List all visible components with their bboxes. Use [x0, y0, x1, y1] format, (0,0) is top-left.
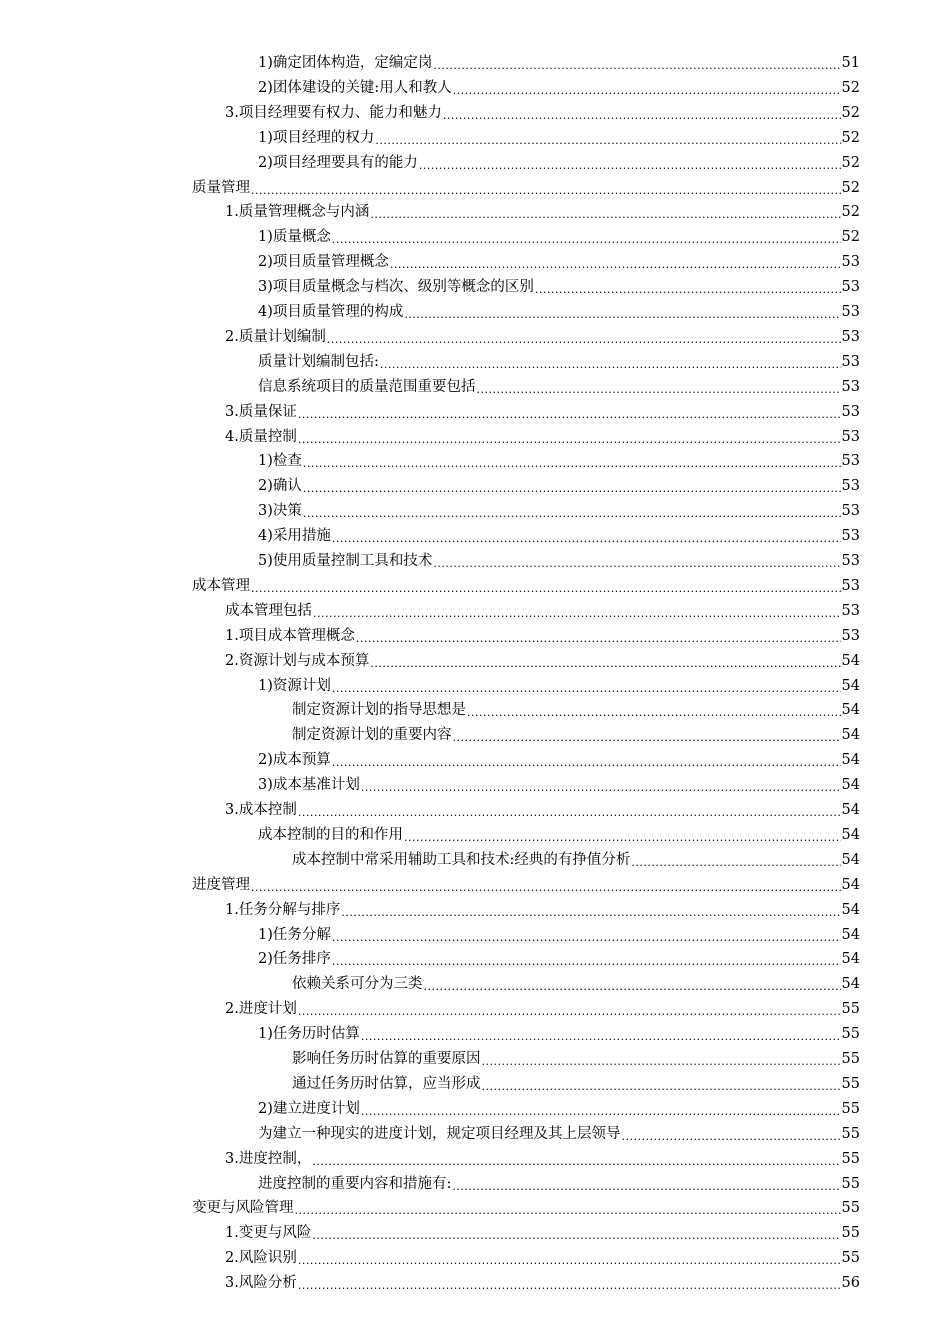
toc-page-number: 52: [841, 204, 860, 221]
toc-entry-title: 3)项目质量概念与档次、级别等概念的区别: [258, 279, 534, 296]
toc-entry[interactable]: [225, 323, 860, 347]
toc-dot-leader: [482, 1049, 841, 1069]
toc-entry-title: 1.任务分解与排序: [225, 901, 341, 918]
toc-page-number: 55: [841, 1250, 860, 1267]
toc-dot-leader: [298, 1248, 841, 1268]
toc-entry-title: 4)项目质量管理的构成: [258, 304, 404, 320]
toc-entry[interactable]: [192, 871, 860, 895]
toc-entry-title: 2)建立进度计划: [258, 1100, 360, 1117]
toc-entry-title: 3.进度控制，: [225, 1150, 312, 1167]
toc-dot-leader: [332, 750, 841, 770]
toc-entry[interactable]: [258, 1020, 860, 1044]
toc-dot-leader: [443, 103, 841, 123]
toc-entry[interactable]: [192, 174, 860, 198]
toc-entry-title: 2)确认: [258, 478, 302, 495]
toc-dot-leader: [313, 601, 841, 621]
toc-page-number: 55: [841, 1026, 860, 1043]
toc-dot-leader: [312, 1223, 840, 1243]
toc-dot-leader: [298, 999, 841, 1019]
toc-entry[interactable]: [258, 223, 860, 247]
toc-dot-leader: [404, 302, 840, 322]
toc-entry[interactable]: [258, 821, 860, 845]
toc-entry[interactable]: [258, 497, 860, 521]
toc-page-number: 53: [841, 478, 860, 495]
toc-entry[interactable]: [258, 746, 860, 770]
toc-dot-leader: [303, 501, 841, 521]
toc-entry-title: 4)采用措施: [258, 528, 331, 545]
toc-entry-title: 1)检查: [258, 453, 302, 470]
toc-page-number: 55: [841, 1001, 860, 1018]
toc-dot-leader: [390, 252, 841, 272]
toc-dot-leader: [631, 850, 840, 870]
toc-page-number: 55: [841, 1100, 860, 1117]
toc-entry-title: 变更与风险管理: [192, 1200, 294, 1217]
toc-entry-title: 成本控制的目的和作用: [258, 826, 403, 843]
toc-dot-leader: [298, 402, 841, 422]
toc-entry[interactable]: [292, 721, 860, 745]
toc-entry[interactable]: [258, 248, 860, 272]
toc-entry[interactable]: [225, 1219, 860, 1243]
toc-entry-title: 3.质量保证: [225, 403, 297, 420]
toc-dot-leader: [332, 949, 841, 969]
toc-entry-title: 2.进度计划: [225, 1001, 297, 1018]
toc-dot-leader: [375, 128, 840, 148]
toc-dot-leader: [535, 277, 841, 297]
toc-page-number: 53: [841, 577, 860, 594]
toc-dot-leader: [361, 1099, 841, 1119]
toc-entry[interactable]: [225, 1244, 860, 1268]
toc-entry[interactable]: [258, 672, 860, 696]
toc-page-number: 53: [841, 528, 860, 545]
toc-page-number: 56: [841, 1275, 860, 1292]
toc-entry[interactable]: [258, 1170, 860, 1194]
toc-page-number: 53: [841, 353, 860, 370]
toc-dot-leader: [622, 1124, 841, 1144]
toc-page-number: 55: [841, 1200, 860, 1217]
toc-page-number: 52: [841, 79, 860, 96]
toc-entry-title: 1.质量管理概念与内涵: [225, 204, 370, 221]
toc-dot-leader: [370, 651, 840, 671]
toc-page-number: 53: [841, 304, 860, 320]
toc-page-number: 53: [841, 602, 860, 619]
toc-entry-title: 2)团体建设的关键:用人和教人: [258, 79, 452, 96]
toc-page-number: 53: [841, 279, 860, 296]
toc-page-number: 54: [841, 652, 860, 669]
toc-entry[interactable]: [258, 921, 860, 945]
toc-entry[interactable]: [258, 547, 860, 571]
toc-entry-title: 成本管理: [192, 577, 250, 594]
toc-entry[interactable]: [258, 49, 860, 73]
toc-entry[interactable]: [225, 1145, 860, 1169]
toc-dot-leader: [482, 1074, 841, 1094]
toc-dot-leader: [332, 227, 841, 247]
toc-page-number: 53: [841, 428, 860, 445]
toc-entry[interactable]: [258, 945, 860, 969]
toc-entry-title: 4.质量控制: [225, 428, 297, 445]
toc-entry-title: 质量管理: [192, 179, 250, 196]
toc-page-number: 55: [841, 1075, 860, 1092]
toc-entry[interactable]: [258, 771, 860, 795]
toc-entry-title: 进度控制的重要内容和措施有:: [258, 1175, 452, 1192]
toc-dot-leader: [332, 676, 841, 696]
toc-dot-leader: [303, 451, 841, 471]
toc-page-number: 52: [841, 154, 860, 171]
toc-dot-leader: [327, 327, 841, 347]
toc-dot-leader: [452, 1174, 840, 1194]
toc-dot-leader: [380, 352, 841, 372]
toc-dot-leader: [356, 626, 841, 646]
toc-entry-title: 1.项目成本管理概念: [225, 627, 355, 644]
toc-entry-title: 2)项目经理要具有的能力: [258, 154, 418, 171]
toc-entry[interactable]: [292, 846, 860, 870]
toc-entry-title: 2)成本预算: [258, 752, 331, 769]
toc-page-number: 54: [841, 926, 860, 943]
toc-page-number: 54: [841, 826, 860, 843]
toc-entry-title: 成本管理包括: [225, 602, 312, 619]
toc-entry-title: 1)确定团体构造，定编定岗: [258, 55, 433, 71]
toc-entry[interactable]: [225, 423, 860, 447]
toc-entry-title: 2)项目质量管理概念: [258, 254, 389, 271]
toc-entry[interactable]: [225, 896, 860, 920]
toc-entry[interactable]: [225, 99, 860, 123]
toc-page-number: 55: [841, 1125, 860, 1142]
toc-dot-leader: [303, 476, 841, 496]
toc-page-number: 54: [841, 752, 860, 769]
toc-entry-title: 为建立一种现实的进度计划，规定项目经理及其上层领导: [258, 1125, 621, 1142]
toc-entry-title: 2)任务排序: [258, 951, 331, 968]
toc-page-number: 54: [841, 802, 860, 818]
toc-entry[interactable]: [258, 124, 860, 148]
toc-page-number: 54: [841, 876, 860, 893]
toc-entry[interactable]: [225, 622, 860, 646]
toc-page-number: 55: [841, 1175, 860, 1192]
toc-entry[interactable]: [225, 995, 860, 1019]
toc-dot-leader: [298, 1273, 841, 1293]
toc-page-number: 53: [841, 403, 860, 420]
toc-dot-leader: [298, 800, 841, 820]
toc-entry-title: 3.成本控制: [225, 802, 297, 818]
toc-entry[interactable]: [258, 1095, 860, 1119]
toc-dot-leader: [361, 1024, 841, 1044]
toc-page-number: 54: [841, 976, 860, 993]
toc-entry-title: 1)项目经理的权力: [258, 129, 375, 146]
toc-page-number: 54: [841, 951, 860, 968]
toc-page-number: 53: [841, 503, 860, 520]
toc-entry[interactable]: [258, 373, 860, 397]
toc-page-number: 54: [841, 702, 860, 719]
toc-page-number: 52: [841, 129, 860, 146]
toc-dot-leader: [433, 53, 840, 73]
toc-entry-title: 制定资源计划的指导思想是: [292, 702, 466, 719]
toc-dot-leader: [370, 202, 840, 222]
toc-dot-leader: [251, 576, 841, 596]
toc-entry-title: 3.项目经理要有权力、能力和魅力: [225, 104, 442, 121]
toc-dot-leader: [424, 974, 841, 994]
toc-entry-title: 信息系统项目的质量范围重要包括: [258, 378, 476, 395]
toc-page-number: 51: [841, 55, 860, 71]
toc-page-number: 55: [841, 1051, 860, 1067]
toc-dot-leader: [453, 725, 841, 745]
toc-page-number: 54: [841, 777, 860, 794]
toc-page-number: 54: [841, 901, 860, 918]
toc-dot-leader: [251, 875, 841, 895]
toc-entry-title: 1)任务历时估算: [258, 1026, 360, 1043]
toc-page-number: 53: [841, 254, 860, 271]
toc-entry[interactable]: [258, 472, 860, 496]
toc-entry[interactable]: [258, 74, 860, 98]
toc-entry-title: 2.资源计划与成本预算: [225, 652, 370, 669]
toc-page-number: 53: [841, 453, 860, 470]
toc-dot-leader: [433, 551, 840, 571]
toc-page-number: 52: [841, 179, 860, 196]
toc-dot-leader: [453, 78, 841, 98]
toc-entry-title: 通过任务历时估算，应当形成: [292, 1075, 481, 1092]
toc-dot-leader: [312, 1149, 840, 1169]
toc-entry[interactable]: [258, 348, 860, 372]
toc-page-number: 53: [841, 627, 860, 644]
toc-entry-title: 1)任务分解: [258, 926, 331, 943]
toc-page-number: 54: [841, 677, 860, 694]
toc-dot-leader: [477, 377, 841, 397]
toc-dot-leader: [295, 1198, 841, 1218]
toc-dot-leader: [332, 526, 841, 546]
toc-entry-title: 质量计划编制包括:: [258, 353, 379, 370]
toc-entry[interactable]: [258, 522, 860, 546]
toc-entry-title: 成本控制中常采用辅助工具和技术:经典的有挣值分析: [292, 851, 631, 868]
toc-dot-leader: [361, 775, 841, 795]
toc-dot-leader: [467, 700, 841, 720]
toc-entry[interactable]: [292, 1070, 860, 1094]
toc-page-number: 52: [841, 229, 860, 246]
toc-page-number: 54: [841, 727, 860, 744]
toc-dot-leader: [341, 900, 840, 920]
toc-entry[interactable]: [258, 298, 860, 322]
toc-entry-title: 进度管理: [192, 876, 250, 893]
toc-entry-title: 2.风险识别: [225, 1250, 297, 1267]
toc-entry[interactable]: [225, 198, 860, 222]
toc-entry[interactable]: [225, 1269, 860, 1293]
toc-entry[interactable]: [258, 273, 860, 297]
toc-entry[interactable]: [258, 447, 860, 471]
toc-entry-title: 依赖关系可分为三类: [292, 976, 423, 993]
toc-page-number: 54: [841, 851, 860, 868]
toc-entry[interactable]: [258, 1120, 860, 1144]
toc-entry-title: 2.质量计划编制: [225, 328, 326, 345]
toc-entry-title: 1)资源计划: [258, 677, 331, 694]
toc-page-number: 53: [841, 553, 860, 569]
toc-dot-leader: [332, 925, 841, 945]
toc-entry-title: 3)成本基准计划: [258, 777, 360, 794]
toc-entry[interactable]: [225, 398, 860, 422]
toc-entry-title: 制定资源计划的重要内容: [292, 727, 452, 744]
toc-page-number: 53: [841, 378, 860, 395]
toc-entry[interactable]: [292, 970, 860, 994]
toc-dot-leader: [251, 178, 841, 198]
toc-entry[interactable]: [292, 1045, 860, 1069]
toc-entry-title: 3)决策: [258, 503, 302, 520]
toc-entry[interactable]: [225, 796, 860, 820]
toc-dot-leader: [419, 153, 841, 173]
toc-entry[interactable]: [258, 149, 860, 173]
toc-entry-title: 5)使用质量控制工具和技术: [258, 553, 433, 569]
toc-entry-title: 3.风险分析: [225, 1275, 297, 1292]
toc-entry-title: 1.变更与风险: [225, 1225, 312, 1242]
toc-entry[interactable]: [292, 696, 860, 720]
toc-dot-leader: [404, 825, 841, 845]
toc-page-number: 55: [841, 1150, 860, 1167]
toc-entry[interactable]: [192, 1194, 860, 1218]
toc-page-number: 55: [841, 1225, 860, 1242]
toc-entry[interactable]: [192, 572, 860, 596]
toc-page-number: 52: [841, 104, 860, 121]
toc-dot-leader: [298, 427, 841, 447]
toc-entry[interactable]: [225, 647, 860, 671]
toc-page-number: 53: [841, 328, 860, 345]
toc-entry-title: 影响任务历时估算的重要原因: [292, 1051, 481, 1067]
toc-entry-title: 1)质量概念: [258, 229, 331, 246]
toc-entry[interactable]: [225, 597, 860, 621]
